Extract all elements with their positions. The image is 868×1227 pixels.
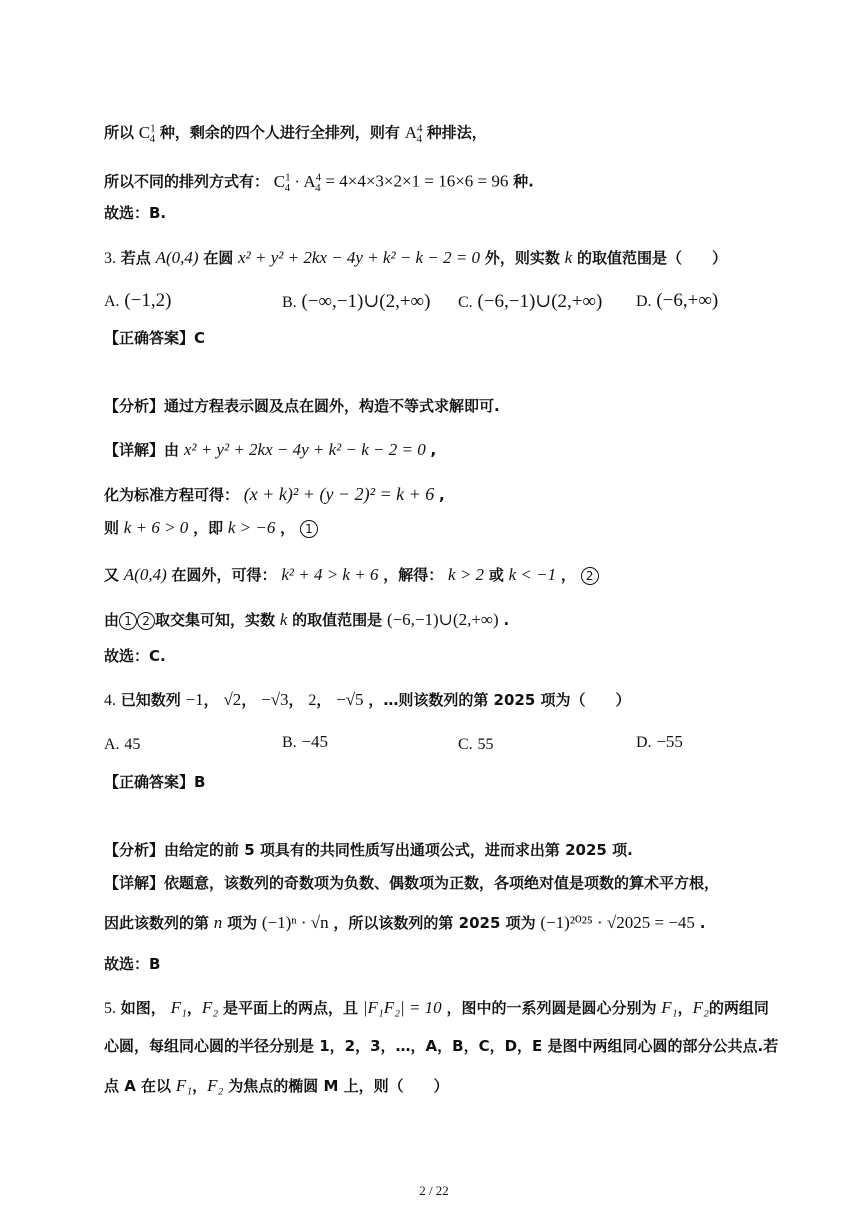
analysis-line	[104, 396, 500, 416]
option-label: A.	[104, 736, 120, 753]
detail-line	[104, 873, 719, 893]
detail-line	[104, 440, 436, 460]
text: 在圆	[203, 249, 234, 267]
text: 取交集可知，实数	[155, 611, 276, 629]
text: 所以不同的排列方式有：	[104, 172, 270, 191]
math-point: A(0,4)	[123, 565, 167, 584]
math-term: √2	[223, 690, 242, 709]
text: 所以	[104, 123, 135, 142]
option-value: 55	[477, 736, 494, 753]
text: .	[699, 914, 706, 932]
circled-number: 1	[119, 612, 137, 630]
option-value: (−1,2)	[124, 290, 172, 311]
math-inequality: k² + 4 > k + 6	[281, 565, 379, 584]
option-value: −55	[656, 732, 683, 751]
math-expression: (−1)ⁿ · √n	[261, 913, 329, 932]
detail-line	[104, 518, 318, 538]
math-inequality: k + 6 > 0	[123, 518, 189, 537]
option-label: D.	[636, 293, 652, 310]
math-inequality: k < −1	[508, 565, 557, 584]
text: 则	[104, 519, 120, 537]
math-expression: (−1)²⁰²⁵ · √2025 = −45	[540, 913, 695, 932]
detail-line	[104, 913, 705, 933]
detail-tag: 【详解】	[104, 441, 165, 459]
option-label: C.	[458, 294, 473, 311]
analysis-line	[104, 840, 633, 860]
math-combination: $C^1_4$	[138, 122, 156, 146]
math-variable: F₁	[170, 998, 187, 1017]
text: 由	[164, 441, 180, 459]
option-a	[104, 735, 140, 754]
text: 如图，	[120, 999, 166, 1017]
answer-line: 【正确答案】C	[104, 329, 206, 347]
text: 项为	[227, 914, 258, 932]
option-value: −45	[301, 732, 329, 751]
text: ，	[280, 519, 296, 537]
detail-line	[104, 484, 445, 505]
text: 的两组同	[708, 999, 769, 1017]
option-a	[104, 290, 171, 312]
math-term: 2	[308, 692, 317, 709]
text: 若点	[120, 249, 151, 267]
option-c	[458, 290, 602, 313]
question-number: 3.	[104, 250, 116, 267]
circled-number: 2	[581, 567, 599, 585]
option-value: (−6,−1)∪(2,+∞)	[477, 291, 603, 312]
question-number: 5.	[104, 1000, 116, 1017]
text: 点 A 在以	[104, 1077, 172, 1095]
text: 种，剩余的四个人进行全排列，则有	[159, 123, 400, 142]
text: 种.	[513, 172, 534, 191]
text: 通过方程表示圆及点在圆外，构造不等式求解即可.	[164, 397, 500, 415]
math-variable: F₂	[201, 998, 219, 1017]
math-term: −√3	[261, 690, 289, 709]
option-label: A.	[104, 293, 120, 310]
math-point: A(0,4)	[155, 248, 199, 267]
math-inequality: k > −6	[227, 518, 276, 537]
question-3	[104, 248, 727, 269]
math-variable: F₁	[661, 998, 678, 1017]
text-line: 故选：B.	[104, 204, 167, 222]
math-equation: x² + y² + 2kx − 4y + k² − k − 2 = 0	[183, 440, 426, 459]
option-d	[636, 732, 683, 752]
text-line	[104, 1076, 449, 1096]
text-line: 心圆，每组同心圆的半径分别是 1，2，3，…，A，B，C，D，E 是图中两组同心圆的部分公共点.若	[104, 1037, 779, 1055]
text-line	[104, 167, 534, 198]
text: ，	[560, 566, 576, 584]
text: 化为标准方程可得：	[104, 486, 240, 504]
circled-number: 2	[137, 612, 155, 630]
page-number: 2 / 22	[419, 1183, 449, 1198]
math-equation: |F₁F₂| = 10	[362, 998, 442, 1017]
analysis-tag: 【分析】	[104, 397, 165, 415]
math-equation: x² + y² + 2kx − 4y + k² − k − 2 = 0	[238, 248, 481, 267]
math-variable: F₂	[207, 1076, 224, 1095]
question-number: 4.	[104, 692, 116, 709]
math-interval: (−6,−1)∪(2,+∞)	[386, 610, 499, 629]
math-term: −√5	[336, 690, 364, 709]
math-variable: F₁	[175, 1076, 193, 1095]
answer-line: 【正确答案】B	[104, 773, 206, 791]
text: 依题意，该数列的奇数项为负数、偶数项为正数，各项绝对值是项数的算术平方根，	[164, 874, 720, 892]
text: 外，则实数	[484, 249, 560, 267]
option-b	[282, 732, 328, 752]
text: 已知数列	[120, 691, 181, 709]
text-line: 故选：B	[104, 955, 161, 973]
math-equation: = 4×4×3×2×1 = 16×6 = 96	[325, 171, 509, 191]
question-4: 4. 已知数列 −1， √2， −√3， 2， −√5 ，…则该数列的第 2025 项为（ ）	[104, 690, 631, 709]
text: .	[503, 611, 510, 629]
text: 或	[488, 566, 504, 584]
text: ，即	[193, 519, 224, 537]
text: 种排法，	[426, 123, 487, 142]
detail-line	[104, 565, 599, 585]
text: ，…则该数列的第 2025 项为（ ）	[368, 691, 631, 709]
text: 由	[104, 611, 120, 629]
text-line: 故选：C.	[104, 647, 166, 665]
text: 在圆外，可得：	[171, 566, 277, 584]
option-b	[282, 290, 430, 313]
text: 为焦点的椭圆 M 上，则（ ）	[228, 1077, 449, 1095]
text: 由给定的前 5 项具有的共同性质写出通项公式，进而求出第 2025 项.	[164, 841, 633, 859]
text: 是平面上的两点，且	[222, 999, 358, 1017]
math-prefix: $C^1_4 \cdot A^4_4$	[273, 171, 322, 195]
circled-number: 1	[300, 520, 318, 538]
math-variable: F₂	[692, 998, 709, 1017]
option-c	[458, 735, 493, 754]
option-d	[636, 290, 718, 312]
text: ，	[192, 1077, 208, 1095]
option-value: 45	[124, 736, 141, 753]
text: ，	[186, 999, 202, 1017]
math-variable: n	[213, 913, 223, 932]
analysis-tag: 【分析】	[104, 841, 165, 859]
text: ，图中的一系列圆是圆心分别为	[446, 999, 657, 1017]
text: 因此该数列的第	[104, 914, 210, 932]
option-label: B.	[282, 294, 297, 311]
option-value: (−6,+∞)	[656, 290, 719, 311]
detail-tag: 【详解】	[104, 874, 165, 892]
detail-line	[104, 610, 509, 630]
option-value: (−∞,−1)∪(2,+∞)	[301, 291, 431, 312]
text: ，	[677, 999, 693, 1017]
text: ,	[430, 441, 437, 459]
option-label: D.	[636, 734, 652, 751]
math-inequality: k > 2	[448, 565, 485, 584]
math-variable: k	[279, 610, 288, 629]
option-label: B.	[282, 734, 297, 751]
math-term: −1	[185, 690, 204, 709]
text-line	[104, 118, 487, 149]
option-label: C.	[458, 736, 473, 753]
text: ，解得：	[383, 566, 444, 584]
text: ，所以该数列的第 2025 项为	[333, 914, 536, 932]
math-equation: (x + k)² + (y − 2)² = k + 6	[243, 484, 435, 504]
text: 的取值范围是（ ）	[576, 249, 727, 267]
text: 的取值范围是	[292, 611, 383, 629]
math-variable: k	[564, 248, 573, 267]
text: ,	[439, 486, 445, 504]
math-arrangement: $A^4_4$	[404, 122, 423, 146]
text: 又	[104, 566, 120, 584]
question-5	[104, 998, 769, 1019]
